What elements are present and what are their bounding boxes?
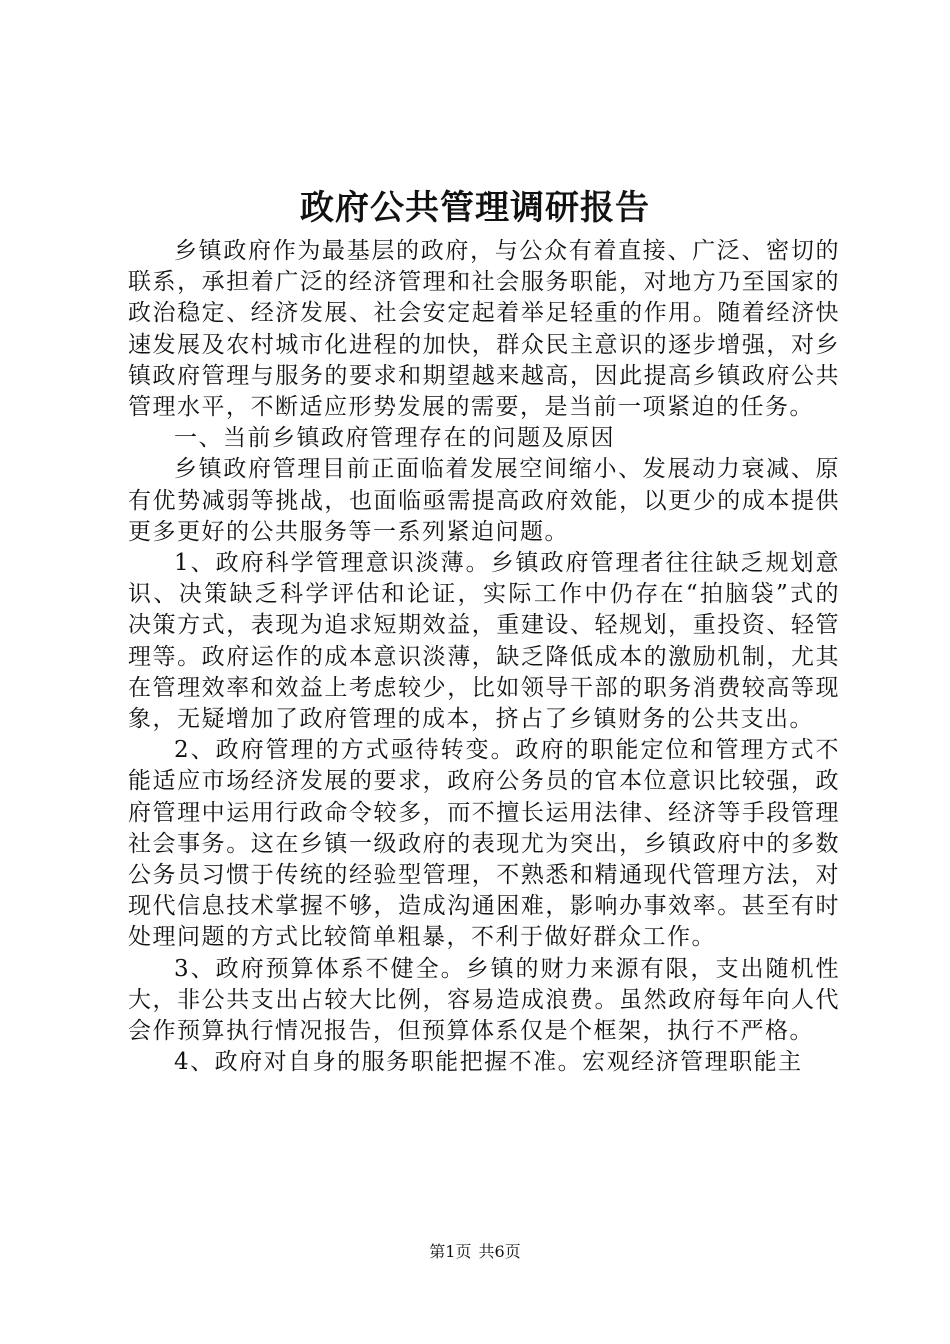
page-total: 共6页 (478, 1242, 521, 1261)
section-heading-1: 一、当前乡镇政府管理存在的问题及原因 (174, 425, 615, 452)
page-footer (0, 1240, 950, 1264)
paragraph-item-2: 2、政府管理的方式亟待转变。政府的职能定位和管理方式不能适应市场经济发展的要求，政府公务员的官本位意识比较强，政府管理中运用行政命令较多，而不擅长运用法律、经济等手段管理社会事务。这在乡镇一级政府的表现尤为突出，乡镇政府中的多数公务员习惯于传统的经验型管理，不熟悉和精通现代管理方法，对现代信息技术掌握不够，造成沟通困难，影响办事效率。甚至有时处理问题的方式比较简单粗暴，不利于做好群众工作。 (128, 737, 840, 951)
page-number: 第1页 (429, 1242, 472, 1261)
paragraph-item-3: 3、政府预算体系不健全。乡镇的财力来源有限，支出随机性大，非公共支出占较大比例，容易造成浪费。虽然政府每年向人代会作预算执行情况报告，但预算体系仅是个框架，执行不严格。 (128, 955, 840, 1045)
document-body (128, 236, 840, 1078)
paragraph-item-1: 1、政府科学管理意识淡薄。乡镇政府管理者往往缺乏规划意识、决策缺乏科学评估和论证，实际工作中仍存在“拍脑袋”式的决策方式，表现为追求短期效益，重建设、轻规划，重投资、轻管理等。政府运作的成本意识淡薄，缺乏降低成本的激励机制，尤其在管理效率和效益上考虑较少，比如领导干部的职务消费较高等现象，无疑增加了政府管理的成本，挤占了乡镇财务的公共支出。 (128, 550, 840, 733)
paragraph-item-4: 4、政府对自身的服务职能把握不准。宏观经济管理职能主 (174, 1049, 803, 1076)
paragraph-overview: 乡镇政府管理目前正面临着发展空间缩小、发展动力衰减、原有优势减弱等挑战，也面临亟需提高政府效能，以更少的成本提供更多更好的公共服务等一系列紧迫问题。 (128, 456, 840, 545)
paragraph-intro: 乡镇政府作为最基层的政府，与公众有着直接、广泛、密切的联系，承担着广泛的经济管理和社会服务职能，对地方乃至国家的政治稳定、经济发展、社会安定起着举足轻重的作用。随着经济快速发展及农村城市化进程的加快，群众民主意识的逐步增强，对乡镇政府管理与服务的要求和期望越来越高，因此提高乡镇政府公共管理水平，不断适应形势发展的需要，是当前一项紧迫的任务。 (128, 238, 840, 421)
document-title: 政府公共管理调研报告 (300, 188, 650, 228)
